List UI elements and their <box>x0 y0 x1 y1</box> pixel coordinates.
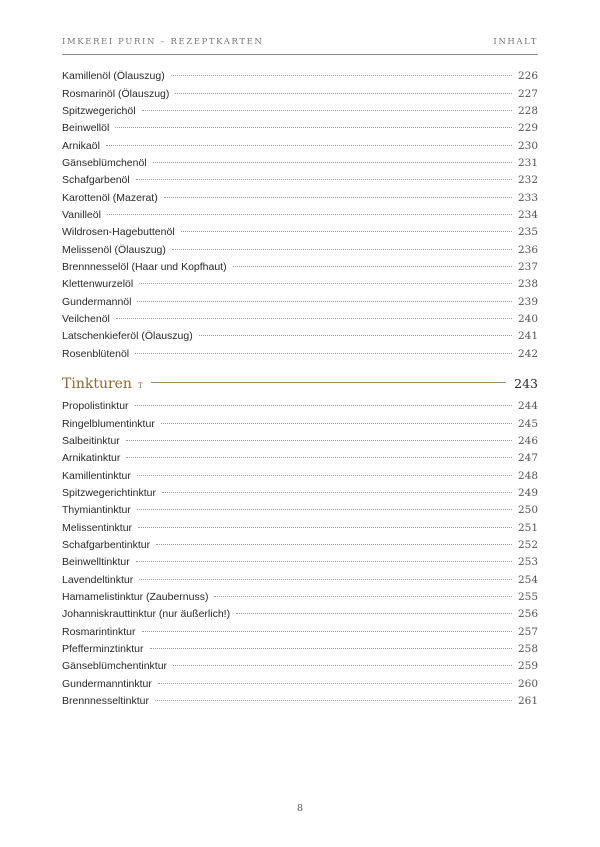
toc-entry-page: 257 <box>517 626 538 638</box>
toc-entry-page: 244 <box>517 400 538 412</box>
toc-entry-title: Melissentinktur <box>62 522 133 534</box>
toc-entry[interactable] <box>62 641 538 657</box>
section-mark: T <box>137 382 143 390</box>
toc-entry-page: 247 <box>517 452 538 464</box>
toc-entry[interactable] <box>62 346 538 362</box>
toc-entry-page: 246 <box>517 435 538 447</box>
toc-entry[interactable] <box>62 328 538 344</box>
toc-entry-title: Latschenkieferöl (Ölauszug) <box>62 330 193 342</box>
toc-entry-title: Kamillentinktur <box>62 470 131 482</box>
leader-dots <box>150 648 512 649</box>
leader-dots <box>236 613 512 614</box>
toc-entry-title: Schafgarbenöl <box>62 174 130 186</box>
toc-entry-page: 235 <box>517 226 538 238</box>
toc-section-heading[interactable] <box>62 376 538 396</box>
leader-dots <box>137 509 512 510</box>
toc-entry-title: Spitzwegerichöl <box>62 105 136 117</box>
toc-entry[interactable] <box>62 138 538 154</box>
leader-dots <box>199 335 512 336</box>
toc-entry-title: Hamamelistinktur (Zaubernuss) <box>62 591 209 603</box>
toc-entry[interactable] <box>62 572 538 588</box>
toc-entry-title: Klettenwurzelöl <box>62 278 134 290</box>
toc-entry[interactable] <box>62 658 538 674</box>
header-rule <box>62 54 538 55</box>
toc-entry-page: 261 <box>517 695 538 707</box>
leader-dots <box>181 231 512 232</box>
toc-entry-title: Beinwellöl <box>62 122 110 134</box>
toc-entry[interactable] <box>62 190 538 206</box>
toc-entry-page: 253 <box>517 556 538 568</box>
leader-dots <box>164 197 512 198</box>
toc-entry[interactable] <box>62 259 538 275</box>
leader-dots <box>158 683 512 684</box>
leader-dots <box>115 127 512 128</box>
toc-entry-page: 229 <box>517 122 538 134</box>
toc-entry-page: 228 <box>517 105 538 117</box>
toc-entry[interactable] <box>62 224 538 240</box>
toc-entry-title: Gundermannöl <box>62 296 132 308</box>
toc-entry-page: 255 <box>517 591 538 603</box>
toc-entry[interactable] <box>62 103 538 119</box>
toc-entry-page: 256 <box>517 608 538 620</box>
section-rule <box>151 382 507 383</box>
leader-dots <box>136 179 512 180</box>
leader-dots <box>107 214 512 215</box>
toc-entry-title: Brennnesseltinktur <box>62 695 149 707</box>
toc-entry-title: Rosmarinöl (Ölauszug) <box>62 88 170 100</box>
toc-entry-title: Lavendeltinktur <box>62 574 134 586</box>
toc-entry-page: 259 <box>517 660 538 672</box>
toc-entry[interactable] <box>62 520 538 536</box>
toc-entry-page: 234 <box>517 209 538 221</box>
leader-dots <box>156 544 512 545</box>
leader-dots <box>153 162 512 163</box>
toc-entry-page: 239 <box>517 296 538 308</box>
toc-entry-page: 227 <box>517 88 538 100</box>
leader-dots <box>139 283 512 284</box>
leader-dots <box>142 631 512 632</box>
leader-dots <box>116 318 512 319</box>
leader-dots <box>173 665 512 666</box>
leader-dots <box>139 579 512 580</box>
toc-entry-title: Thymiantinktur <box>62 504 131 516</box>
running-header <box>62 37 538 49</box>
toc-entry-page: 240 <box>517 313 538 325</box>
toc-entry[interactable] <box>62 294 538 310</box>
leader-dots <box>106 145 512 146</box>
toc-entry[interactable] <box>62 416 538 432</box>
toc-entry-title: Vanilleöl <box>62 209 101 221</box>
leader-dots <box>135 405 512 406</box>
toc-entry[interactable] <box>62 693 538 709</box>
page-number: 8 <box>296 803 304 814</box>
leader-dots <box>155 700 512 701</box>
toc-entry[interactable] <box>62 276 538 292</box>
toc-entry[interactable] <box>62 450 538 466</box>
leader-dots <box>136 561 512 562</box>
leader-dots <box>126 457 512 458</box>
toc-entry-title: Rosmarintinktur <box>62 626 136 638</box>
header-section: INHALT <box>493 37 538 47</box>
toc-entry[interactable] <box>62 398 538 414</box>
toc-entry-title: Arnikaöl <box>62 140 100 152</box>
toc-entry-title: Karottenöl (Mazerat) <box>62 192 158 204</box>
toc-entry[interactable] <box>62 311 538 327</box>
toc-entry-page: 226 <box>517 70 538 82</box>
section-title: Tinkturen <box>62 376 132 392</box>
toc-entry[interactable] <box>62 155 538 171</box>
toc-entry-title: Gänseblümchenöl <box>62 157 147 169</box>
toc-entry-page: 231 <box>517 157 538 169</box>
toc-entry-title: Arnikatinktur <box>62 452 121 464</box>
toc-entry-title: Gundermanntinktur <box>62 678 152 690</box>
leader-dots <box>137 301 511 302</box>
toc-entry-title: Johanniskrauttinktur (nur äußerlich!) <box>62 608 231 620</box>
toc-entry-title: Ringelblumentinktur <box>62 418 155 430</box>
toc-entry[interactable] <box>62 207 538 223</box>
toc-entry-page: 237 <box>517 261 538 273</box>
toc-entry-page: 242 <box>517 348 538 360</box>
header-title: IMKEREI PURIN – REZEPTKARTEN <box>62 37 264 47</box>
toc-entry-page: 241 <box>517 330 538 342</box>
leader-dots <box>172 249 512 250</box>
toc-entry-title: Gänseblümchentinktur <box>62 660 168 672</box>
toc-entry-page: 251 <box>517 522 538 534</box>
toc-entry[interactable] <box>62 120 538 136</box>
leader-dots <box>162 492 512 493</box>
toc-entry-page: 252 <box>517 539 538 551</box>
leader-dots <box>142 110 512 111</box>
leader-dots <box>138 527 512 528</box>
leader-dots <box>161 423 512 424</box>
leader-dots <box>175 93 512 94</box>
toc-entry[interactable] <box>62 468 538 484</box>
toc-entry-title: Schafgarbentinktur <box>62 539 151 551</box>
toc-entry[interactable] <box>62 624 538 640</box>
leader-dots <box>233 266 512 267</box>
toc-entry-page: 245 <box>517 418 538 430</box>
toc-entry-title: Kamillenöl (Ölauszug) <box>62 70 165 82</box>
toc-entry[interactable] <box>62 485 538 501</box>
toc-entry-title: Beinwelltinktur <box>62 556 130 568</box>
toc-entry-title: Salbeitinktur <box>62 435 120 447</box>
toc-entry-title: Wildrosen-Hagebuttenöl <box>62 226 175 238</box>
toc-entry-page: 260 <box>517 678 538 690</box>
toc-entry-page: 232 <box>517 174 538 186</box>
toc-entry-title: Veilchenöl <box>62 313 110 325</box>
toc-entry[interactable] <box>62 606 538 622</box>
toc-entry[interactable] <box>62 537 538 553</box>
toc-entry[interactable] <box>62 589 538 605</box>
leader-dots <box>126 440 512 441</box>
toc-entry-title: Propolistinktur <box>62 400 129 412</box>
toc-entry-title: Brennnesselöl (Haar und Kopfhaut) <box>62 261 227 273</box>
toc-entry-title: Spitzwegerichtinktur <box>62 487 156 499</box>
toc-entry[interactable] <box>62 68 538 84</box>
toc-entry[interactable] <box>62 433 538 449</box>
toc-entry-title: Pfefferminztinktur <box>62 643 144 655</box>
section-page: 243 <box>514 376 538 391</box>
toc-entry-page: 236 <box>517 244 538 256</box>
leader-dots <box>137 475 512 476</box>
toc-entry-page: 233 <box>517 192 538 204</box>
toc-entry[interactable] <box>62 172 538 188</box>
toc-entry[interactable] <box>62 554 538 570</box>
toc-entry[interactable] <box>62 502 538 518</box>
toc-entry[interactable] <box>62 86 538 102</box>
toc-entry-page: 238 <box>517 278 538 290</box>
toc-entry-title: Melissenöl (Ölauszug) <box>62 244 166 256</box>
toc-entry-page: 249 <box>517 487 538 499</box>
toc-entry-page: 248 <box>517 470 538 482</box>
toc-entry-page: 254 <box>517 574 538 586</box>
toc-entry-page: 250 <box>517 504 538 516</box>
leader-dots <box>135 353 512 354</box>
toc-entry-title: Rosenblütenöl <box>62 348 130 360</box>
toc-entry[interactable] <box>62 242 538 258</box>
toc-entry[interactable] <box>62 676 538 692</box>
toc-entry-page: 230 <box>517 140 538 152</box>
leader-dots <box>214 596 511 597</box>
toc-entry-page: 258 <box>517 643 538 655</box>
leader-dots <box>171 75 512 76</box>
